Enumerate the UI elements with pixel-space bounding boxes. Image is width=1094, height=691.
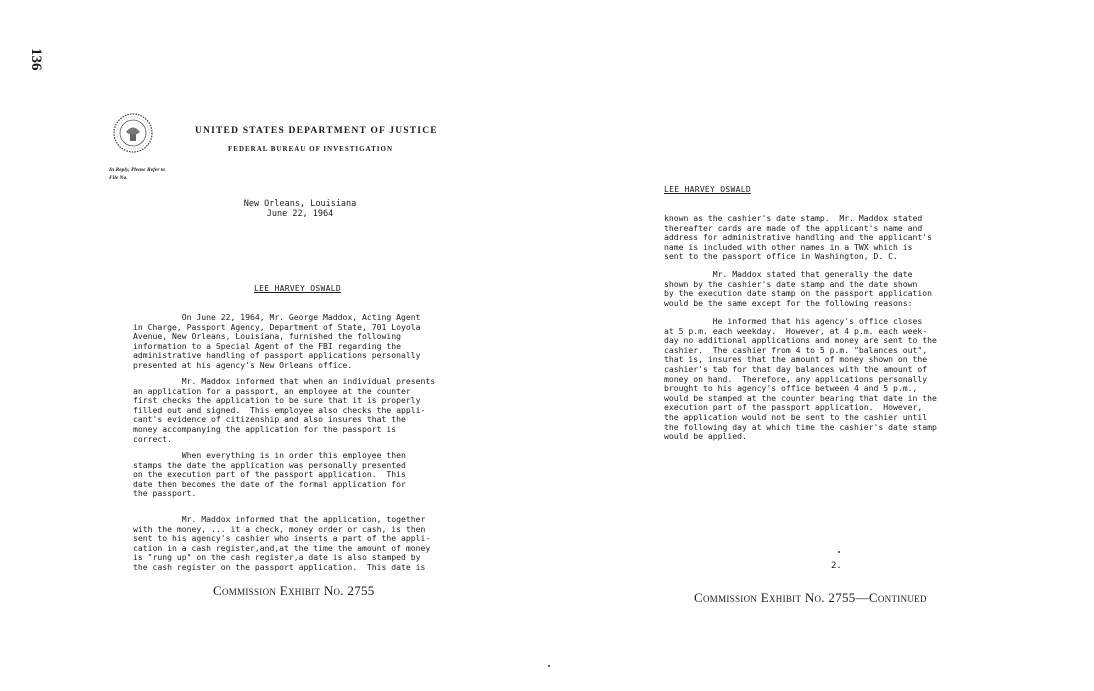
paragraph-left-1: On June 22, 1964, Mr. George Maddox, Acting Agent in Charge, Passport Agency, Department of State, 701 Loyola Avenue, New Orleans, Louisiana, furnished the following information to a Special Agent of the FBI regarding the administrative handling of passport applications personally presented at his agency's New Orleans office. bbox=[133, 312, 421, 370]
exhibit-caption-right: Commission Exhibit No. 2755—Continued bbox=[694, 590, 927, 605]
speck-mark bbox=[548, 665, 550, 667]
page-number-right: 2. bbox=[831, 561, 842, 571]
paragraph-right-2: Mr. Maddox stated that generally the date shown by the cashier's date stamp and the date shown by the execution date stamp on the passport application would be the same except for the following reasons: bbox=[664, 269, 933, 308]
paragraph-right-3: He informed that his agency's office closes at 5 p.m. each weekday. However, at 4 p.m. each week- day no additional applications and money are sent to the cashier. The cashier from 4 to 5 p.m. "balances out", that is, insures that the amount of money shown on the cashier's tab for that day balances with the amount of money on hand. Therefore, any applications personally brought to his agency's office between 4 and 5 p.m., would be stamped at the counter bearing that date in the execution part of the passport application. However, the application would not be sent to the cashier until the following day at which time the cashier's date stamp would be applied. bbox=[664, 316, 937, 442]
date: June 22, 1964 bbox=[266, 209, 334, 219]
department-of-justice-seal-icon bbox=[112, 112, 154, 154]
paragraph-left-2: Mr. Maddox informed that when an individual presents an application for a passport, an employee at the counter first checks the application to be sure that it is properly filled out and signed. This employee also checks the appli- cant's evidence of citizenship and also insures that the money accompanying the application for the passport is correct. bbox=[133, 376, 436, 444]
paragraph-left-3: When everything is in order this employee then stamps the date the application was personally presented on the execution part of the passport application. This date then becomes the date of the formal application for the passport. bbox=[133, 450, 406, 499]
paragraph-left-4: Mr. Maddox informed that the application, together with the money, ... it a check, money order or cash, is then sent to his agency's cashier who inserts a part of the appli- cation in a cash register,and,at the time the amount of money is "rung up" on the cash register,a date is also stamped by the cash register on the passport application. This date is bbox=[133, 514, 431, 572]
paragraph-right-1: known as the cashier's date stamp. Mr. Maddox stated thereafter cards are made of the applicant's name and address for administrative handling and the applicant's name is included with other names in a TWX which is sent to the passport office in Washington, D. C. bbox=[664, 213, 933, 262]
subject-heading-right: LEE HARVEY OSWALD bbox=[664, 185, 751, 194]
page-number: 136 bbox=[28, 48, 44, 71]
department-heading: UNITED STATES DEPARTMENT OF JUSTICE bbox=[195, 126, 438, 136]
speck-mark bbox=[838, 551, 840, 553]
dateline bbox=[240, 199, 360, 219]
reply-reference bbox=[109, 166, 189, 182]
subject-heading-left: LEE HARVEY OSWALD bbox=[254, 284, 341, 293]
exhibit-caption-left: Commission Exhibit No. 2755 bbox=[213, 583, 375, 598]
reply-line-2: File No. bbox=[109, 175, 128, 181]
place: New Orleans, Louisiana bbox=[243, 199, 357, 209]
bureau-heading: FEDERAL BUREAU OF INVESTIGATION bbox=[228, 145, 393, 153]
reply-line-1: In Reply, Please Refer to bbox=[109, 167, 166, 173]
